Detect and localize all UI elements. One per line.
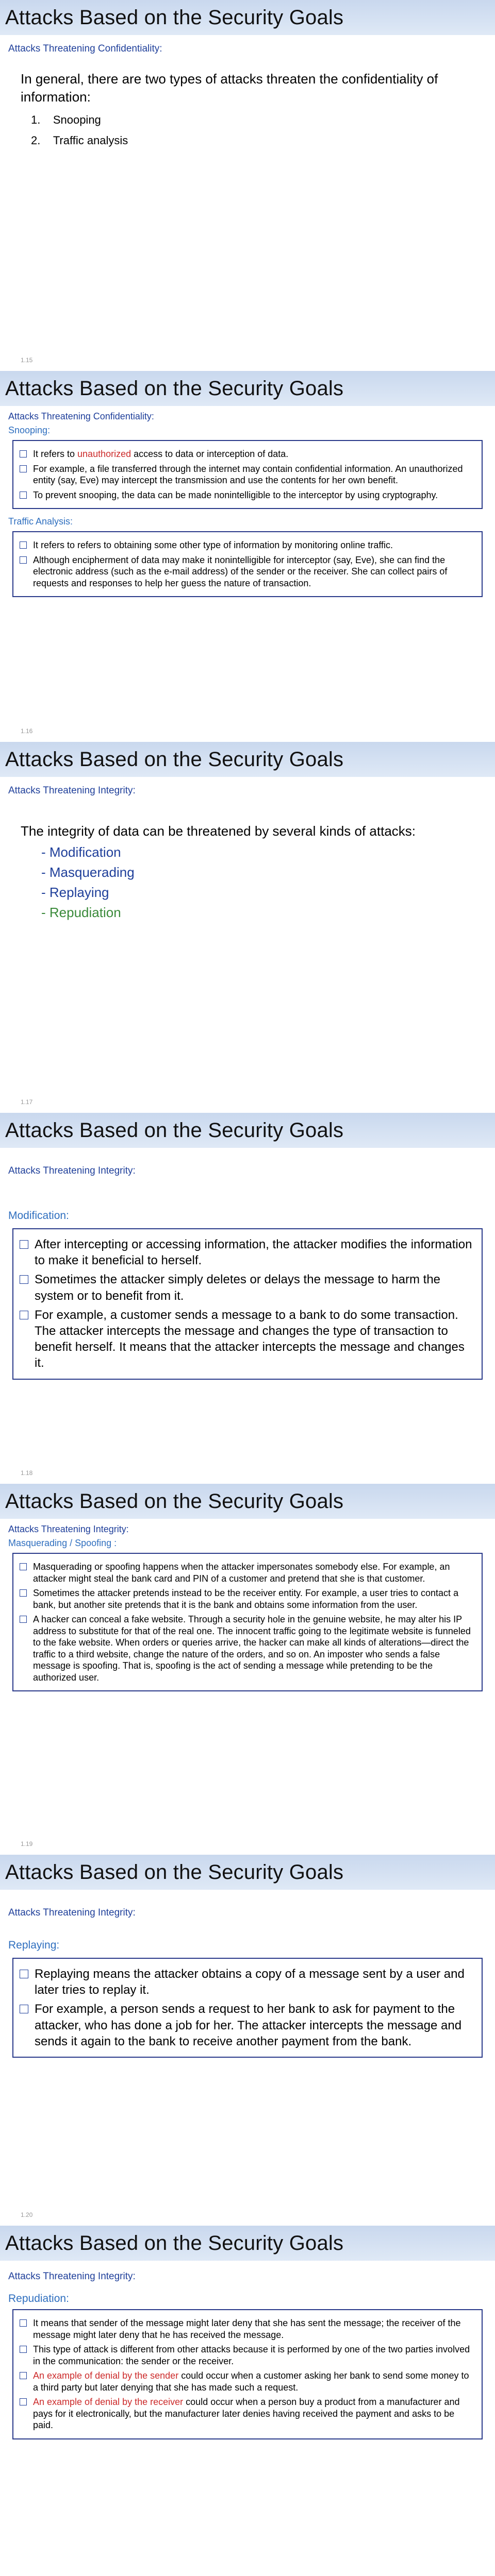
bullet: It means that sender of the message might later deny that she has sent the message; the receiver of the message might later deny that he has received the message.: [19, 2317, 476, 2341]
slide-subtitle: Attacks Threatening Integrity:: [8, 2271, 136, 2282]
slide-header: [0, 1113, 495, 1148]
masquerading-label: Masquerading / Spoofing :: [8, 1538, 117, 1548]
bullet: To prevent snooping, the data can be made nonintelligible to the interceptor by using cryptography.: [19, 489, 476, 501]
intro-text: In general, there are two types of attacks threaten the confidentiality of information:: [21, 71, 438, 105]
traffic-box: [12, 531, 483, 597]
list-item: - Modification: [41, 844, 121, 860]
traffic-analysis-label: Traffic Analysis:: [8, 516, 73, 527]
bullet: For example, a person sends a request to her bank to ask for payment to the attacker, who has done a job for her. The attacker intercepts the message and sends it again to the bank to receive another payment from the bank.: [19, 2001, 476, 2049]
slide-subtitle: Attacks Threatening Integrity:: [8, 1524, 129, 1534]
slide-header: [0, 0, 495, 35]
list-item: - Replaying: [41, 885, 109, 901]
slide-title: Attacks Based on the Security Goals: [5, 6, 344, 29]
bullet: An example of denial by the receiver could occur when a person buy a product from a manufacturer and pays for it electronically, but the manufacturer later denies having received the payment and asks to be paid.: [19, 2396, 476, 2431]
page-number: 1.20: [21, 2211, 33, 2218]
slide-header: [0, 1484, 495, 1519]
page-number: 1.16: [21, 727, 33, 735]
attack-list: [31, 113, 495, 147]
slide-7: [0, 2226, 495, 2576]
list-item: 2. Traffic analysis: [31, 134, 128, 147]
bullet: It refers to unauthorized access to data or interception of data.: [19, 448, 476, 460]
bullet: This type of attack is different from other attacks because it is performed by one of the two parties involved in the communication: the sender or the receiver.: [19, 2344, 476, 2367]
page-number: 1.18: [21, 1469, 33, 1477]
slide-4: [0, 1113, 495, 1484]
slide-title: Attacks Based on the Security Goals: [5, 1118, 344, 1142]
modification-box: [12, 1228, 483, 1380]
page-number: 1.17: [21, 1098, 33, 1106]
slide-6: [0, 1855, 495, 2226]
repudiation-label: Repudiation:: [8, 2293, 69, 2304]
list-item: 1. Snooping: [31, 113, 101, 127]
list-item: - Masquerading: [41, 865, 135, 880]
slide-header: [0, 371, 495, 406]
bullet: Sometimes the attacker pretends instead to be the receiver entity. For example, a user tries to contact a bank, but another site pretends that it is the bank and obtains some information from the user.: [19, 1587, 476, 1611]
bullet: An example of denial by the sender could occur when a customer asking her bank to send some money to a third party but later denying that she has made such a request.: [19, 2370, 476, 2393]
slide-title: Attacks Based on the Security Goals: [5, 1489, 344, 1513]
page-number: 1.19: [21, 1840, 33, 1848]
slide-title: Attacks Based on the Security Goals: [5, 748, 344, 771]
replaying-label: Replaying:: [8, 1939, 60, 1951]
replaying-box: [12, 1958, 483, 2058]
bullet: Masquerading or spoofing happens when the attacker impersonates somebody else. For example, an attacker might steal the bank card and PIN of a customer and pretend that she is that customer.: [19, 1561, 476, 1584]
bullet: After intercepting or accessing information, the attacker modifies the information to make it beneficial to herself.: [19, 1236, 476, 1268]
slide-subtitle: Attacks Threatening Integrity:: [8, 1907, 136, 1918]
slide-title: Attacks Based on the Security Goals: [5, 2231, 344, 2255]
slide-title: Attacks Based on the Security Goals: [5, 377, 344, 400]
slide-subtitle: Attacks Threatening Integrity:: [8, 785, 136, 796]
slide-subtitle: Attacks Threatening Confidentiality:: [8, 411, 154, 421]
bullet: It refers to refers to obtaining some other type of information by monitoring online traffic.: [19, 539, 476, 551]
bullet: For example, a file transferred through the internet may contain confidential information. An unauthorized entity (say, Eve) may intercept the transmission and use the contents for her own benefit.: [19, 463, 476, 486]
slide-subtitle: Attacks Threatening Integrity:: [8, 1165, 136, 1176]
list-item: - Repudiation: [41, 905, 121, 921]
page-number: 1.15: [21, 357, 33, 364]
integrity-attack-list: [0, 844, 495, 921]
bullet: A hacker can conceal a fake website. Through a security hole in the genuine website, he may alter his IP address to substitute for that of the real one. The innocent traffic going to the legitimate website is funneled to the fake website. When orders or queries arrive, the hacker can make all kinds of alterations—direct the traffic to a third website, change the nature of the orders, and so on. An imposter who sends a false message is spoofing. That is, spoofing is the act of sending a message while pretending to be the authorized user.: [19, 1614, 476, 1683]
repudiation-box: [12, 2309, 483, 2439]
modification-label: Modification:: [8, 1210, 69, 1222]
slide-header: [0, 1855, 495, 1890]
slide-header: [0, 742, 495, 777]
bullet: For example, a customer sends a message to a bank to do some transaction. The attacker intercepts the message and changes the type of transaction to benefit herself. It means that the attacker intercepts the message and changes it.: [19, 1307, 476, 1371]
slide-2: [0, 371, 495, 742]
bullet: Replaying means the attacker obtains a copy of a message sent by a user and later tries to replay it.: [19, 1966, 476, 1998]
slide-1: [0, 0, 495, 371]
bullet: Sometimes the attacker simply deletes or delays the message to harm the system or to benefit from it.: [19, 1272, 476, 1303]
snooping-box: [12, 440, 483, 509]
intro-text: The integrity of data can be threatened by several kinds of attacks:: [21, 823, 416, 839]
slide-5: [0, 1484, 495, 1855]
masquerading-box: [12, 1553, 483, 1691]
slide-title: Attacks Based on the Security Goals: [5, 1860, 344, 1884]
bullet: Although encipherment of data may make it nonintelligible for interceptor (say, Eve), she can find the electronic address (such as the e-mail address) of the sender or the receiver. She can collect pairs of requests and responses to help her guess the nature of transaction.: [19, 554, 476, 589]
snooping-label: Snooping:: [8, 425, 51, 435]
slide-subtitle: Attacks Threatening Confidentiality:: [8, 43, 162, 54]
slide-3: [0, 742, 495, 1113]
slide-header: [0, 2226, 495, 2261]
